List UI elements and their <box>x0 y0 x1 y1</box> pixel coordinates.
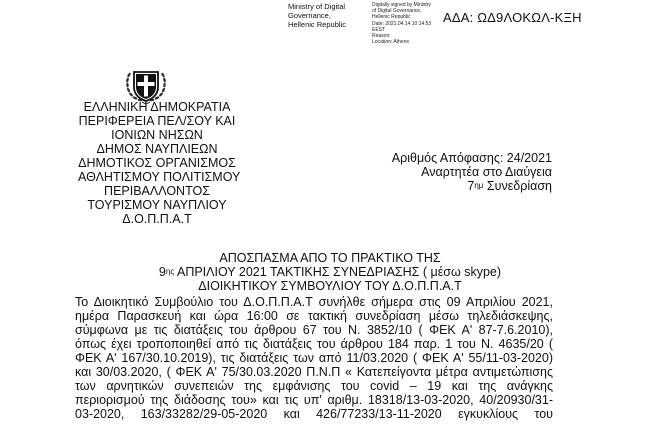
signature-detail-line: of Digital Governance, <box>372 8 422 15</box>
issuer-line: ΙΟΝΙΩΝ ΝΗΣΩΝ <box>111 128 203 142</box>
issuer-line: ΔΗΜΟΤΙΚΟΣ ΟΡΓΑΝΙΣΜΟΣ <box>78 156 236 170</box>
body-line: περιορισμού της διάδοσης του» και τις υπ' αριθμ. 18318/13-03-2020, 40/20930/31- <box>75 393 553 407</box>
decision-info <box>370 151 552 193</box>
signature-detail-line: Digitally signed by Ministry <box>372 2 431 8</box>
extract-heading <box>120 251 540 293</box>
signature-detail-line: Location: Athens <box>372 39 409 46</box>
session-number <box>370 179 552 193</box>
extract-title: ΑΠΟΣΠΑΣΜΑ ΑΠΟ ΤΟ ΠΡΑΚΤΙΚΟ ΤΗΣ <box>219 251 441 265</box>
body-paragraph <box>75 295 553 421</box>
signature-detail-line: Hellenic Republic <box>372 14 411 21</box>
signature-detail-line: Reason: <box>372 33 391 40</box>
signer-line: Ministry of Digital <box>288 2 346 11</box>
issuer-line: ΠΕΡΙΦΕΡΕΙΑ ΠΕΛ/ΣΟΥ ΚΑΙ <box>78 114 236 128</box>
diavgeia-posting-note: Αναρτητέα στο Διαύγεια <box>421 165 552 179</box>
signature-detail-line: EEST <box>372 26 386 33</box>
extract-session-text: ΑΠΡΙΛΙΟΥ 2021 ΤΑΚΤΙΚΗΣ ΣΥΝΕΔΡΙΑΣΗΣ ( μέσω skype) <box>176 265 502 279</box>
extract-day-suffix: ης <box>165 267 175 276</box>
digital-signature-signer <box>288 2 370 29</box>
issuer-line: ΠΕΡΙΒΑΛΛΟΝΤΟΣ <box>104 184 210 198</box>
ada-code: ΑΔΑ: ΩΔ9ΛΟΚΩΛ-ΚΞΗ <box>443 10 582 25</box>
body-line: όπως έχει τροποποιηθεί από τις διατάξεις του άρθρου 184 παρ. 1 του Ν. 4635/20 ( <box>75 337 553 351</box>
body-line: 03-2020, 163/33282/29-05-2020 και 426/77233/13-11-2020 εγκυκλίους του <box>75 407 553 421</box>
session-number-value: 7 <box>467 179 475 193</box>
issuer-line: ΑΘΛΗΤΙΣΜΟΥ ΠΟΛΙΤΙΣΜΟΥ <box>78 170 241 184</box>
decision-number: Αριθμός Απόφασης: 24/2021 <box>391 151 552 165</box>
extract-session-date <box>120 265 540 279</box>
body-line: ημέρα Παρασκευή και ώρα 16:00 σε τακτική συνεδρίαση μέσω τηλεδιάσκεψης, <box>75 309 553 323</box>
extract-day: 9 <box>158 265 166 279</box>
digital-signature-details <box>372 2 442 45</box>
session-number-suffix: ημ <box>474 181 484 190</box>
signer-line: Governance, <box>288 11 331 20</box>
issuer-line: ΕΛΛΗΝΙΚΗ ΔΗΜΟΚΡΑΤΙΑ <box>83 100 231 114</box>
session-word: Συνεδρίαση <box>486 179 552 193</box>
body-line: των αρνητικών συνεπειών της εμφάνισης του covid – 19 και της ανάγκης <box>75 379 553 393</box>
body-line: ΦΕΚ Α' 167/30.10.2019), τις διατάξεις των από 11/03.2020 ( ΦΕΚ Α' 55/11-03-2020) <box>75 351 553 365</box>
signature-detail-line: Date: 2021.04.14 10:14:53 <box>372 20 432 27</box>
issuer-block <box>78 100 241 226</box>
issuer-line: Δ.Ο.Π.Π.Α.Τ <box>122 212 192 226</box>
issuer-line: ΤΟΥΡΙΣΜΟΥ ΝΑΥΠΛΙΟΥ <box>87 198 227 212</box>
body-line: και 30/03.2020, ( ΦΕΚ Α' 75/30.03.2020 Π.Ν.Π « Κατεπείγοντα μέτρα αντιμετώπισης <box>75 365 553 379</box>
body-line: Το Διοικητικό Συμβούλιο του Δ.Ο.Π.Π.Α.Τ συνήλθε σήμερα στις 09 Απριλίου 2021, <box>75 295 553 309</box>
issuer-line: ΔΗΜΟΣ ΝΑΥΠΛΙΕΩΝ <box>96 142 218 156</box>
extract-board: ΔΙΟΙΚΗΤΙΚΟΥ ΣΥΜΒΟΥΛΙΟΥ ΤΟΥ Δ.Ο.Π.Π.Α.Τ <box>198 279 462 293</box>
signer-line: Hellenic Republic <box>288 20 346 29</box>
body-line: σύμφωνα με τις διατάξεις του άρθρου 67 του Ν. 3852/10 ( ΦΕΚ Α' 87-7.6.2010), <box>75 323 553 337</box>
